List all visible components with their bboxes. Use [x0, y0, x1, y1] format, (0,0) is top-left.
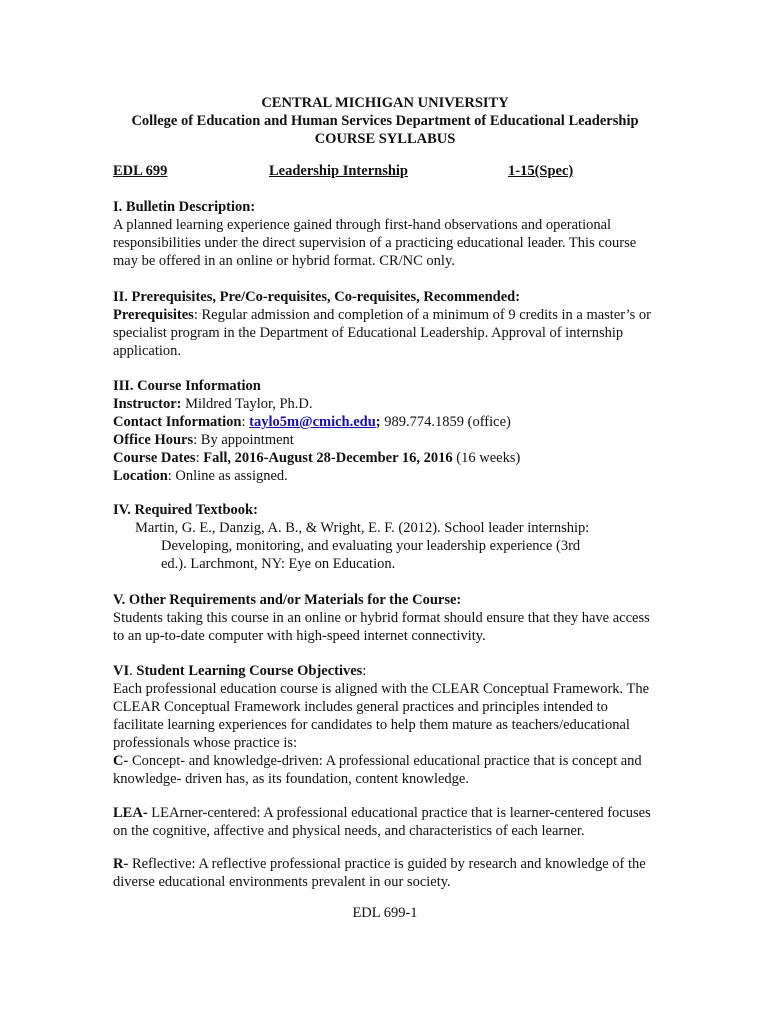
course-info-section — [113, 377, 661, 485]
objective-c-label: C- — [113, 753, 129, 769]
university-name: CENTRAL MICHIGAN UNIVERSITY — [261, 95, 509, 111]
course-info-heading: III. Course Information — [113, 378, 261, 394]
course-dates-sep: : — [195, 450, 204, 466]
prereq-heading: II. Prerequisites, Pre/Co-requisites, Co-requisites, Recommended: — [113, 289, 521, 305]
course-dates-line — [113, 449, 661, 467]
objective-lea — [113, 804, 661, 840]
bulletin-section — [113, 198, 661, 270]
email-link[interactable]: taylo5m@cmich.edu — [249, 414, 376, 430]
contact-semicolon: ; — [375, 414, 381, 430]
document-type: COURSE SYLLABUS — [314, 131, 456, 147]
course-dates-label: Course Dates — [113, 450, 196, 466]
course-code: EDL 699 — [113, 163, 168, 179]
textbook-line-3: ed.). Larchmont, NY: Eye on Education. — [161, 556, 396, 572]
objective-c-text: Concept- and knowledge-driven: A professional educational practice that is concept and knowledge- driven has, as its foundation, content knowledge. — [113, 753, 642, 787]
objective-lea-text: LEArner-centered: A professional educational practice that is learner-centered focuses on the cognitive, affective and physical needs, and characteristics of each learner. — [113, 805, 651, 839]
objectives-heading — [113, 662, 661, 680]
prereq-body — [113, 306, 661, 360]
college-name: College of Education and Human Services Department of Educational Leadership — [131, 113, 639, 129]
objective-r — [113, 855, 661, 891]
other-requirements-text: Students taking this course in an online or hybrid format should ensure that they have access to an up-to-date computer with high-speed internet connectivity. — [113, 610, 650, 644]
objectives-intro: Each professional education course is aligned with the CLEAR Conceptual Framework. The CLEAR Conceptual Framework includes general practices and principles intended to facilitate learning experiences for candidates to help them mature as teachers/educational professionals whose practice is: — [113, 681, 650, 751]
instructor-value: Mildred Taylor, Ph.D. — [181, 396, 313, 412]
textbook-line-1: Martin, G. E., Danzig, A. B., & Wright, E. F. (2012). School leader internship: — [135, 520, 590, 536]
page-number: EDL 699-1 — [352, 905, 418, 921]
objectives-title: Student Learning Course Objectives — [136, 663, 363, 679]
course-credits: 1-15(Spec) — [508, 163, 574, 179]
course-dates-value: Fall, 2016-August 28-December 16, 2016 — [203, 450, 453, 466]
prereq-label: Prerequisites — [113, 307, 194, 323]
location-value: : Online as assigned. — [167, 468, 288, 484]
contact-line — [113, 413, 661, 431]
objective-r-label: R- — [113, 856, 129, 872]
office-hours-label: Office Hours — [113, 432, 194, 448]
course-title: Leadership Internship — [269, 163, 408, 179]
other-requirements-section — [113, 591, 661, 645]
instructor-line — [113, 395, 661, 413]
phone-value: 989.774.1859 (office) — [380, 414, 511, 430]
prereq-text: : Regular admission and completion of a minimum of 9 credits in a master’s or specialist program in the Department of Educational Leadership. Approval of internship application. — [113, 307, 652, 359]
objective-lea-label: LEA- — [113, 805, 148, 821]
textbook-section — [113, 501, 661, 573]
bulletin-heading: I. Bulletin Description: — [113, 199, 256, 215]
objective-r-text: Reflective: A reflective professional practice is guided by research and knowledge of the diverse educational environments prevalent in our society. — [113, 856, 646, 890]
textbook-line-2: Developing, monitoring, and evaluating your leadership experience (3rd — [161, 538, 581, 554]
contact-label: Contact Information — [113, 414, 242, 430]
objectives-section — [113, 662, 661, 788]
prereq-section — [113, 288, 661, 360]
course-dates-weeks: (16 weeks) — [452, 450, 521, 466]
location-line — [113, 467, 661, 485]
office-hours-line — [113, 431, 661, 449]
objectives-num: VI — [113, 663, 130, 679]
location-label: Location — [113, 468, 168, 484]
contact-sep: : — [241, 414, 250, 430]
objective-c — [113, 752, 661, 788]
textbook-heading: IV. Required Textbook: — [113, 502, 258, 518]
instructor-label: Instructor: — [113, 396, 182, 412]
other-requirements-heading: V. Other Requirements and/or Materials for the Course: — [113, 592, 462, 608]
objectives-dot: . — [129, 663, 137, 679]
bulletin-text: A planned learning experience gained through first-hand observations and operational responsibilities under the direct supervision of a practicing educational leader. This course may be offered in an online or hybrid format. CR/NC only. — [113, 217, 637, 269]
office-hours-value: : By appointment — [193, 432, 294, 448]
objectives-colon: : — [362, 663, 367, 679]
